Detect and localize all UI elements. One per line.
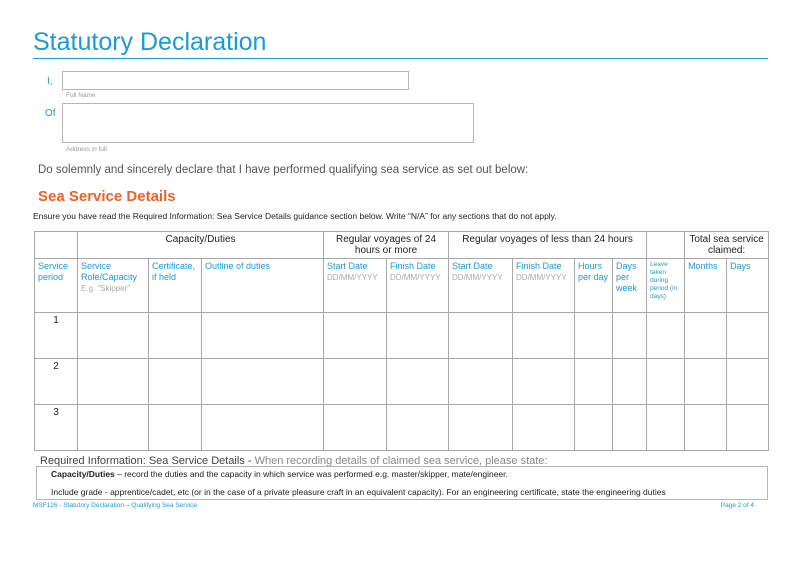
col-role-example: E.g. “Skipper”: [81, 284, 130, 293]
col-start-date-label: Start Date: [327, 261, 368, 271]
required-item-capacity: [51, 469, 753, 479]
cell-finish-date[interactable]: [387, 359, 449, 405]
cell-leave[interactable]: [647, 359, 685, 405]
cell-days[interactable]: [727, 405, 769, 451]
cell-role[interactable]: [78, 313, 149, 359]
col-outline: Outline of duties: [202, 259, 324, 313]
cell-days[interactable]: [727, 313, 769, 359]
full-name-label: I,: [47, 76, 53, 87]
col-months: Months: [685, 259, 727, 313]
required-info-box: [36, 466, 768, 500]
cell-outline[interactable]: [202, 313, 324, 359]
col-days: Days: [727, 259, 769, 313]
table-row: [35, 359, 769, 405]
cell-start-date-2[interactable]: [449, 313, 513, 359]
date-format-hint: DD/MM/YYYY: [452, 273, 503, 282]
table-row: [35, 405, 769, 451]
required-info-title-rest: When recording details of claimed sea service, please state:: [251, 455, 548, 467]
col-leave-taken: Leave taken during period (in days): [647, 259, 685, 313]
address-hint: Address in full: [66, 146, 107, 153]
page-title: Statutory Declaration: [33, 28, 267, 56]
cell-start-date-2[interactable]: [449, 405, 513, 451]
cell-hours[interactable]: [575, 359, 613, 405]
group-header-capacity: Capacity/Duties: [78, 232, 324, 259]
cell-role[interactable]: [78, 359, 149, 405]
cell-finish-date-2[interactable]: [513, 359, 575, 405]
table-row: [35, 313, 769, 359]
cell-leave[interactable]: [647, 405, 685, 451]
col-hours-per-day: Hours per day: [575, 259, 613, 313]
cell-hours[interactable]: [575, 313, 613, 359]
group-header-less-24: Regular voyages of less than 24 hours: [449, 232, 647, 259]
col-role: [78, 259, 149, 313]
address-label: Of: [45, 108, 56, 119]
cell-finish-date-2[interactable]: [513, 405, 575, 451]
col-certificate: Certificate, if held: [149, 259, 202, 313]
cell-leave[interactable]: [647, 313, 685, 359]
cell-role[interactable]: [78, 405, 149, 451]
cell-days-week[interactable]: [613, 405, 647, 451]
required-item-capacity-label: Capacity/Duties: [51, 469, 115, 479]
required-info-title-lead: Required Information: Sea Service Details -: [40, 455, 252, 467]
row-number: 1: [35, 313, 78, 359]
full-name-hint: Full Name: [66, 92, 96, 99]
row-number: 2: [35, 359, 78, 405]
cell-outline[interactable]: [202, 405, 324, 451]
col-start-date-2-label: Start Date: [452, 261, 493, 271]
footer-page-number: Page 2 of 4: [720, 502, 754, 509]
cell-start-date[interactable]: [324, 359, 387, 405]
col-service-period: Service period: [35, 259, 78, 313]
required-item-capacity-text: – record the duties and the capacity in which service was performed e.g. master/skipper, mate/engineer.: [114, 469, 508, 479]
cell-finish-date[interactable]: [387, 313, 449, 359]
group-header-24-plus: Regular voyages of 24 hours or more: [324, 232, 449, 259]
declaration-text: Do solemnly and sincerely declare that I have performed qualifying sea service as set out below:: [38, 164, 529, 176]
date-format-hint: DD/MM/YYYY: [516, 273, 567, 282]
cell-hours[interactable]: [575, 405, 613, 451]
cell-start-date[interactable]: [324, 405, 387, 451]
cell-start-date[interactable]: [324, 313, 387, 359]
cell-months[interactable]: [685, 359, 727, 405]
cell-certificate[interactable]: [149, 405, 202, 451]
footer-form-name: MSF126 - Statutory Declaration – Qualifying Sea Service: [33, 502, 198, 509]
cell-certificate[interactable]: [149, 359, 202, 405]
cell-months[interactable]: [685, 405, 727, 451]
cell-days-week[interactable]: [613, 313, 647, 359]
date-format-hint: DD/MM/YYYY: [327, 273, 378, 282]
col-start-date: [324, 259, 387, 313]
group-header-total: Total sea service claimed:: [685, 232, 769, 259]
group-header-leave-empty: [647, 232, 685, 259]
cell-finish-date-2[interactable]: [513, 313, 575, 359]
cell-days-week[interactable]: [613, 359, 647, 405]
full-name-input[interactable]: [62, 71, 409, 90]
col-start-date-2: [449, 259, 513, 313]
cell-months[interactable]: [685, 313, 727, 359]
col-finish-date-2-label: Finish Date: [516, 261, 562, 271]
col-finish-date-2: [513, 259, 575, 313]
col-role-label: Service Role/Capacity: [81, 261, 138, 282]
date-format-hint: DD/MM/YYYY: [390, 273, 441, 282]
address-input[interactable]: [62, 103, 474, 143]
col-finish-date-label: Finish Date: [390, 261, 436, 271]
section-instruction: Ensure you have read the Required Information: Sea Service Details guidance section below. Write “N/A” for any sections that do not apply.: [33, 211, 557, 221]
row-number: 3: [35, 405, 78, 451]
col-finish-date: [387, 259, 449, 313]
title-divider: [33, 58, 768, 59]
cell-start-date-2[interactable]: [449, 359, 513, 405]
cell-outline[interactable]: [202, 359, 324, 405]
section-title: Sea Service Details: [38, 188, 176, 205]
group-header-empty: [35, 232, 78, 259]
cell-certificate[interactable]: [149, 313, 202, 359]
required-item-grade: Include grade - apprentice/cadet, etc (or in the case of a private pleasure craft in an equivalent capacity). For an engineering certificate, state the engineering duties: [51, 487, 666, 497]
cell-finish-date[interactable]: [387, 405, 449, 451]
sea-service-table: [34, 231, 769, 451]
col-days-per-week: Days per week: [613, 259, 647, 313]
cell-days[interactable]: [727, 359, 769, 405]
